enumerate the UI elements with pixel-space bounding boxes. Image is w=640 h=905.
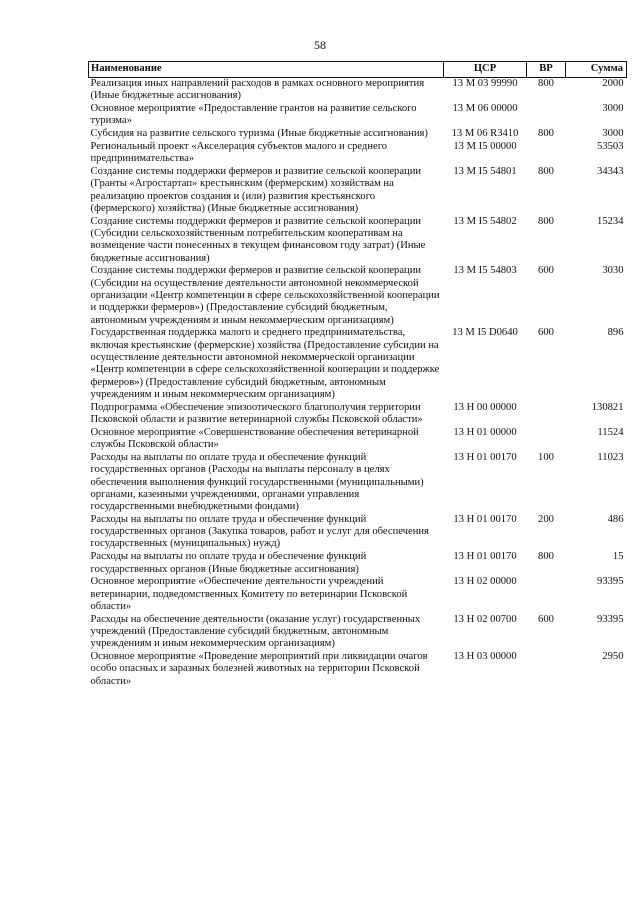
table-row (89, 402, 627, 427)
row-csr-code: 13 Н 01 00000 (453, 426, 517, 438)
row-csr-code: 13 Н 01 00170 (453, 451, 517, 463)
row-csr-code: 13 Н 02 00000 (453, 576, 517, 588)
table-row (89, 216, 627, 266)
row-csr-code: 13 М 03 99990 (452, 78, 518, 89)
table-row (89, 651, 627, 688)
row-vr-code (527, 103, 566, 128)
row-csr-code: 13 Н 03 00000 (453, 651, 517, 663)
row-csr-code: 13 М I5 54803 (453, 265, 517, 277)
row-vr-code: 800 (538, 166, 554, 178)
header-csr: ЦСР (444, 62, 527, 78)
row-csr-code: 13 М I5 00000 (453, 140, 517, 152)
row-sum: 11023 (597, 451, 624, 463)
table-row (89, 427, 627, 452)
table-row (89, 141, 627, 166)
table-header-row (89, 62, 627, 78)
row-sum: 2000 (602, 78, 624, 89)
row-csr-code: 13 М 06 00000 (452, 103, 518, 115)
row-vr-code: 800 (538, 128, 554, 140)
row-sum: 2950 (602, 651, 624, 663)
table-row (89, 576, 627, 613)
row-csr-code: 13 М 06 R3410 (451, 128, 519, 140)
header-name: Наименование (89, 62, 444, 78)
row-csr-code: 13 М I5 54802 (453, 215, 517, 227)
row-sum: 3000 (602, 128, 624, 140)
row-sum: 11524 (597, 426, 624, 438)
budget-table (88, 61, 627, 689)
row-sum: 3000 (602, 103, 624, 115)
row-name: Расходы на выплаты по оплате труда и обеспечение функций государственных органов (Расходы на выплаты персоналу в целях обеспечения выполнения функций государственными (муниципальными) органами, казенными учреждениями, органами управления государственными внебюджетными фондами) (90, 451, 424, 513)
row-name: Региональный проект «Акселерация субъектов малого и среднего предпринимательства» (90, 140, 388, 165)
table-row (89, 551, 627, 576)
row-name: Подпрограмма «Обеспечение эпизоотического благополучия территории Псковской области и развитие ветеринарной службы Псковской области» (90, 401, 423, 426)
row-sum: 3030 (602, 265, 624, 277)
row-vr-code: 600 (538, 613, 554, 625)
table-row (89, 103, 627, 128)
table-row (89, 166, 627, 216)
row-vr-code: 800 (538, 551, 554, 563)
row-vr-code: 800 (538, 215, 554, 227)
header-sum: Сумма (566, 62, 627, 78)
row-name: Субсидия на развитие сельского туризма (Иные бюджетные ассигнования) (90, 128, 428, 140)
row-sum: 93395 (597, 576, 624, 588)
table-row (89, 452, 627, 514)
row-vr-code (527, 576, 566, 613)
row-vr-code: 100 (538, 451, 554, 463)
row-name: Основное мероприятие «Совершенствование обеспечения ветеринарной службы Псковской области» (90, 426, 419, 451)
row-vr-code: 200 (538, 513, 554, 525)
row-name: Расходы на выплаты по оплате труда и обеспечение функций государственных органов (Закупка товаров, работ и услуг для обеспечения государственных (муниципальных) нужд) (90, 513, 429, 550)
row-name: Основное мероприятие «Обеспечение деятельности учреждений ветеринарии, подведомственных Комитету по ветеринарии Псковской области» (90, 576, 408, 612)
row-sum: 53503 (597, 140, 624, 152)
row-csr-code: 13 Н 02 00700 (453, 613, 517, 625)
row-csr-code: 13 М I5 D0640 (452, 327, 518, 339)
row-csr-code: 13 Н 00 00000 (453, 401, 517, 413)
row-vr-code: 800 (538, 78, 554, 89)
header-vr: ВР (527, 62, 566, 78)
table-row (89, 128, 627, 141)
row-name: Реализация иных направлений расходов в рамках основного мероприятия (Иные бюджетные ассигнования) (90, 78, 425, 102)
row-vr-code: 600 (538, 327, 554, 339)
table-row (89, 514, 627, 551)
table-row (89, 265, 627, 327)
row-csr-code: 13 Н 01 00170 (453, 551, 517, 563)
row-vr-code (527, 651, 566, 688)
row-name: Создание системы поддержки фермеров и развитие сельской кооперации (Гранты «Агростартап» крестьянским (фермерским) хозяйствам на реализацию проектов создания и (или) развития крестьянского (фермерского) хозяйства) (Иные бюджетные ассигнования) (90, 166, 422, 214)
page-number: 58 (314, 38, 326, 52)
row-sum: 896 (607, 327, 624, 339)
row-name: Создание системы поддержки фермеров и развитие сельской кооперации (Субсидии сельскохозяйственным потребительским кооперативам на возмещение части понесенных в текущем финансовом году затрат) (Иные бюджетные ассигнования) (90, 215, 426, 264)
table-row (89, 614, 627, 651)
row-csr-code: 13 М I5 54801 (453, 166, 517, 178)
row-vr-code (527, 427, 566, 452)
row-name: Государственная поддержка малого и среднего предпринимательства, включая крестьянские (фермерские) хозяйства (Предоставление субсидии на осуществление деятельности автономной некоммерческой организации «Центр компетенции в сфере сельскохозяйственной кооперации и поддержке фермеров») (Предоставление субсидий бюджетным, автономным учреждениям и иным некоммерческим организациям) (90, 327, 440, 400)
row-sum: 486 (607, 513, 624, 525)
row-name: Расходы на выплаты по оплате труда и обеспечение функций государственных органов (Иные бюджетные ассигнования) (90, 551, 367, 575)
row-vr-code (527, 402, 566, 427)
row-sum: 93395 (597, 613, 624, 625)
table-row (89, 327, 627, 401)
row-name: Основное мероприятие «Предоставление грантов на развитие сельского туризма» (90, 103, 417, 127)
row-csr-code: 13 Н 01 00170 (453, 513, 517, 525)
row-name: Основное мероприятие «Проведение мероприятий при ликвидации очагов особо опасных и заразных болезней животных на территории Псковской области» (90, 651, 428, 687)
row-vr-code (527, 141, 566, 166)
row-name: Создание системы поддержки фермеров и развитие сельской кооперации (Субсидии на осуществление деятельности автономной некоммерческой организации «Центр компетенции в сфере сельскохозяйственной кооперации и поддержки фермеров») (Предоставление субсидий бюджетным, автономным учреждениям и иным некоммерческим организациям) (90, 265, 440, 326)
row-vr-code: 600 (538, 265, 554, 277)
table-body (89, 78, 627, 689)
row-sum: 15 (612, 551, 624, 563)
row-sum: 34343 (597, 166, 624, 178)
row-sum: 130821 (591, 401, 624, 413)
table-row (89, 78, 627, 104)
row-sum: 15234 (597, 215, 624, 227)
row-name: Расходы на обеспечение деятельности (оказание услуг) государственных учреждений (Предоставление субсидий бюджетным, автономным учреждениям и иным некоммерческим организациям) (90, 613, 421, 650)
